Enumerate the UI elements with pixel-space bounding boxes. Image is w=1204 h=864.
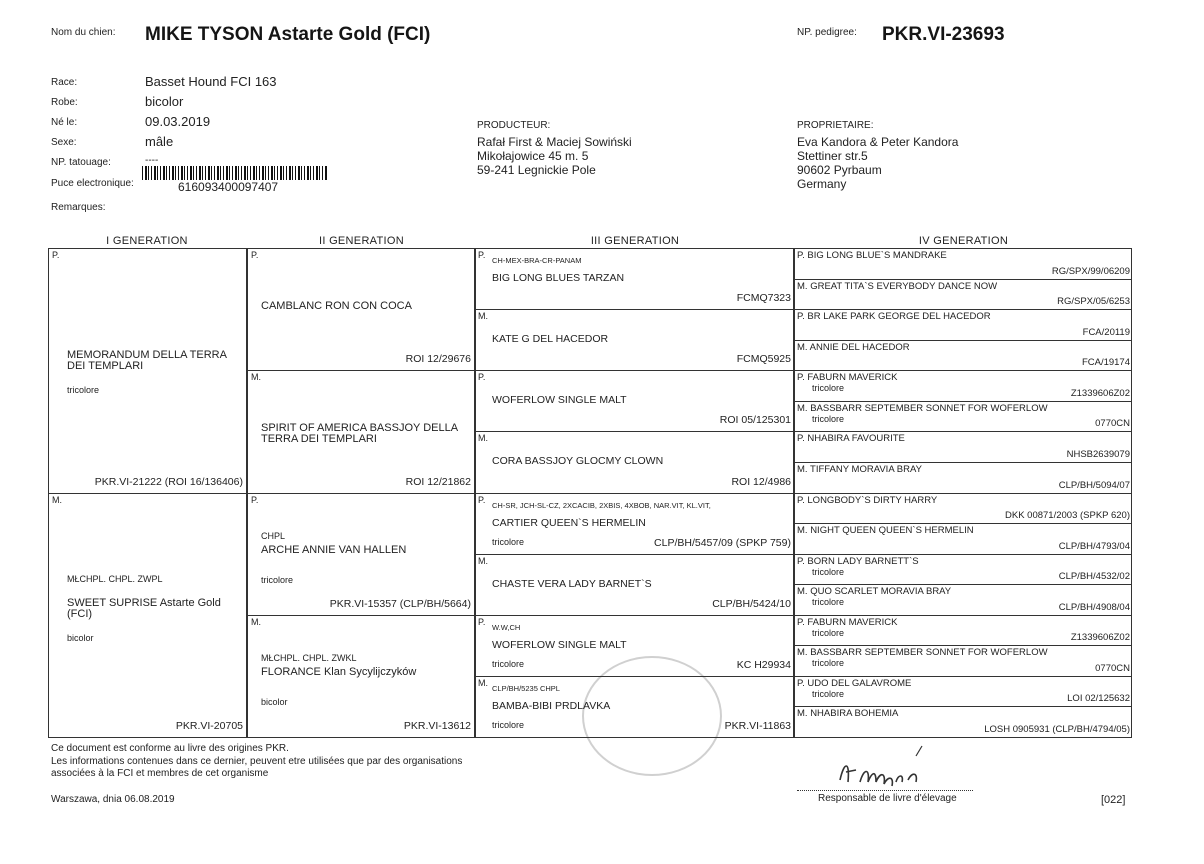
ancestor-color: tricolore — [812, 597, 845, 608]
ancestor-registration: ROI 12/21862 — [405, 475, 471, 488]
ancestor-name: CAMBLANC RON CON COCA — [261, 300, 412, 312]
page-code: [022] — [1101, 794, 1126, 806]
ancestor-color: tricolore — [812, 658, 845, 669]
ancestor-titles: CHPL — [261, 530, 286, 541]
ancestor-color: bicolor — [261, 696, 288, 707]
ancestor-name: SWEET SUPRISE Astarte Gold (FCI) — [67, 596, 221, 620]
ancestor-registration: FCMQ7323 — [736, 292, 791, 305]
generation-header-1: I GENERATION — [106, 235, 188, 247]
ancestor-name: SPIRIT OF AMERICA BASSJOY DELLA TERRA DEI TEMPLARI — [261, 422, 458, 446]
remarks-label: Remarques: — [51, 202, 106, 213]
ancestor-tag: M. — [251, 372, 261, 383]
generation-header-2: II GENERATION — [319, 235, 404, 247]
ancestor-registration: RG/SPX/99/06209 — [1051, 265, 1130, 277]
chip-barcode — [142, 166, 328, 180]
ancestor-tag: P. — [478, 494, 486, 505]
ancestor-tag: M. — [478, 555, 488, 566]
ancestor-name: BIG LONG BLUES TARZAN — [492, 272, 625, 284]
ancestor-tag: P. — [251, 494, 259, 505]
ancestor-name: BAMBA-BIBI PRDLAVKA — [492, 699, 611, 712]
owner-line3: 90602 Pyrbaum — [797, 163, 882, 177]
ancestor-registration: LOI 02/125632 — [1067, 693, 1130, 705]
conform-line-3: associées à la FCI et membres de cet organisme — [51, 768, 269, 779]
ancestor-name: CARTIER QUEEN`S HERMELIN — [492, 516, 646, 529]
owner-label: PROPRIETAIRE: — [797, 120, 874, 131]
ancestor-titles: CH-SR, JCH-SL-CZ, 2XCACIB, 2XBIS, 4XBOB, NAR.VIT, KL.VIT, — [492, 500, 711, 510]
ancestor-color: tricolore — [492, 536, 525, 547]
ancestor-registration: RG/SPX/05/6253 — [1057, 296, 1130, 308]
dog-name: MIKE TYSON Astarte Gold (FCI) — [145, 24, 431, 45]
ancestor-name: MEMORANDUM DELLA TERRA DEI TEMPLARI — [67, 349, 227, 372]
ancestor-name: CHASTE VERA LADY BARNET`S — [492, 577, 652, 590]
ancestor-name: M. NHABIRA BOHEMIA — [797, 708, 899, 720]
ancestor-color: bicolor — [67, 632, 94, 643]
producer-line3: 59-241 Legnickie Pole — [477, 163, 596, 177]
tattoo-label: NP. tatouage: — [51, 157, 111, 168]
pedigree-no-label: NP. pedigree: — [797, 27, 857, 38]
ancestor-registration: PKR.VI-15357 (CLP/BH/5664) — [329, 597, 471, 610]
dog-name-label: Nom du chien: — [51, 27, 116, 38]
chip-label: Puce electronique: — [51, 178, 134, 189]
ancestor-registration: DKK 00871/2003 (SPKP 620) — [1005, 510, 1130, 522]
generation-header-3: III GENERATION — [590, 235, 680, 247]
tattoo-value: ---- — [145, 155, 159, 166]
ancestor-registration: CLP/BH/5424/10 — [712, 597, 791, 610]
ancestor-registration: CLP/BH/4532/02 — [1058, 571, 1130, 583]
ancestor-registration: PKR.VI-11863 — [724, 720, 791, 732]
owner-line2: Stettiner str.5 — [797, 149, 868, 163]
ancestor-tag: M. — [478, 433, 488, 444]
producer-line2: Mikołajowice 45 m. 5 — [477, 149, 589, 163]
ancestor-name: P. LONGBODY`S DIRTY HARRY — [797, 494, 938, 506]
ancestor-titles: W.W,CH — [492, 622, 521, 632]
ancestor-registration: ROI 12/4986 — [731, 475, 791, 488]
ancestor-registration: CLP/BH/5457/09 (SPKP 759) — [654, 536, 791, 549]
ancestor-color: tricolore — [67, 385, 100, 395]
ancestor-name: M. GREAT TITA`S EVERYBODY DANCE NOW — [797, 280, 998, 292]
ancestor-tag: P. — [251, 250, 259, 260]
ancestor-tag: M. — [251, 616, 261, 627]
ancestor-registration: CLP/BH/4908/04 — [1058, 601, 1130, 613]
ancestor-name: KATE G DEL HACEDOR — [492, 333, 609, 346]
ancestor-registration: FCA/20119 — [1082, 326, 1130, 338]
ancestor-name: M. TIFFANY MORAVIA BRAY — [797, 463, 922, 475]
ancestor-name: P. BR LAKE PARK GEORGE DEL HACEDOR — [797, 311, 991, 323]
ancestor-name: P. FABURN MAVERICK — [797, 372, 898, 384]
owner-line1: Eva Kandora & Peter Kandora — [797, 135, 959, 149]
ancestor-registration: NHSB2639079 — [1066, 448, 1130, 460]
ancestor-registration: CLP/BH/5094/07 — [1058, 479, 1130, 491]
ancestor-registration: 0770CN — [1095, 662, 1130, 674]
ancestor-registration: PKR.VI-13612 — [403, 720, 471, 732]
ancestor-registration: CLP/BH/4793/04 — [1058, 540, 1130, 552]
ancestor-titles: MŁCHPL. CHPL. ZWPL — [67, 573, 163, 584]
ancestor-registration: ROI 05/125301 — [719, 414, 791, 427]
ancestor-color: tricolore — [261, 574, 294, 585]
ancestor-titles: MŁCHPL. CHPL. ZWKL — [261, 652, 357, 663]
pedigree-number: PKR.VI-23693 — [882, 24, 1005, 45]
conform-line-1: Ce document est conforme au livre des origines PKR. — [51, 743, 289, 754]
producer-line1: Rafał First & Maciej Sowiński — [477, 135, 632, 149]
sex-value: mâle — [145, 134, 174, 149]
ancestor-name: M. NIGHT QUEEN QUEEN`S HERMELIN — [797, 525, 974, 537]
ancestor-name: WOFERLOW SINGLE MALT — [492, 638, 627, 651]
owner-line4: Germany — [797, 177, 847, 191]
ancestor-name: P. FABURN MAVERICK — [797, 616, 898, 628]
ancestor-name: P. NHABIRA FAVOURITE — [797, 433, 905, 445]
ancestor-name: M. BASSBARR SEPTEMBER SONNET FOR WOFERLOW — [797, 402, 1048, 414]
ancestor-registration: Z1339606Z02 — [1070, 632, 1130, 644]
ancestor-tag: M. — [478, 677, 488, 688]
ancestor-name: M. QUO SCARLET MORAVIA BRAY — [797, 586, 952, 598]
ancestor-color: tricolore — [812, 383, 845, 394]
ancestor-tag: M. — [52, 494, 62, 505]
ancestor-registration: PKR.VI-21222 (ROI 16/136406) — [94, 475, 243, 488]
ancestor-tag: P. — [478, 372, 486, 383]
ancestor-color: tricolore — [492, 658, 525, 669]
ancestor-registration: FCA/19174 — [1081, 357, 1130, 369]
robe-value: bicolor — [145, 94, 184, 109]
ancestor-name: CORA BASSJOY GLOCMY CLOWN — [492, 455, 664, 468]
ancestor-registration: LOSH 0905931 (CLP/BH/4794/05) — [984, 724, 1130, 735]
responsible-label: Responsable de livre d'élevage — [818, 793, 957, 804]
generation-header-4: IV GENERATION — [918, 235, 1009, 247]
conform-line-2: Les informations contenues dans ce dernier, peuvent etre utilisées que par des organisations — [51, 756, 463, 767]
ancestor-registration: KC H29934 — [736, 658, 791, 671]
ancestor-name: M. BASSBARR SEPTEMBER SONNET FOR WOFERLOW — [797, 647, 1048, 659]
ancestor-name: FLORANCE Klan Sycylijczyków — [261, 665, 417, 678]
ancestor-registration: PKR.VI-20705 — [175, 720, 243, 732]
ancestor-titles: CH-MEX-BRA-CR-PANAM — [492, 256, 582, 265]
born-value: 09.03.2019 — [145, 114, 211, 129]
sex-label: Sexe: — [51, 137, 77, 148]
ancestor-registration: FCMQ5925 — [736, 353, 791, 366]
ancestor-titles: CLP/BH/5235 CHPL — [492, 683, 560, 693]
ancestor-tag: P. — [52, 250, 60, 260]
ancestor-name: P. UDO DEL GALAVROME — [797, 677, 912, 689]
producer-label: PRODUCTEUR: — [477, 120, 551, 131]
ancestor-tag: M. — [478, 311, 488, 322]
ancestor-name: M. ANNIE DEL HACEDOR — [797, 341, 910, 353]
ancestor-color: tricolore — [492, 720, 525, 730]
ancestor-color: tricolore — [812, 688, 845, 699]
race-value: Basset Hound FCI 163 — [145, 74, 277, 89]
ancestor-color: tricolore — [812, 627, 845, 638]
race-label: Race: — [51, 77, 78, 88]
born-label: Né le: — [51, 117, 78, 128]
ancestor-name: P. BIG LONG BLUE`S MANDRAKE — [797, 250, 947, 261]
ancestor-registration: 0770CN — [1095, 418, 1130, 430]
ancestor-tag: P. — [478, 616, 486, 627]
ancestor-name: WOFERLOW SINGLE MALT — [492, 394, 627, 407]
ancestor-registration: ROI 12/29676 — [405, 353, 471, 366]
ancestor-color: tricolore — [812, 413, 845, 424]
ancestor-tag: P. — [478, 250, 486, 260]
signature-line — [797, 790, 973, 791]
ancestor-color: tricolore — [812, 566, 845, 577]
signature — [830, 742, 940, 792]
ancestor-registration: Z1339606Z02 — [1070, 387, 1130, 399]
ancestor-name: ARCHE ANNIE VAN HALLEN — [261, 543, 407, 556]
ancestor-name: P. BORN LADY BARNETT`S — [797, 555, 919, 567]
robe-label: Robe: — [51, 97, 78, 108]
chip-value: 616093400097407 — [178, 180, 279, 194]
place-date: Warszawa, dnia 06.08.2019 — [51, 794, 175, 805]
